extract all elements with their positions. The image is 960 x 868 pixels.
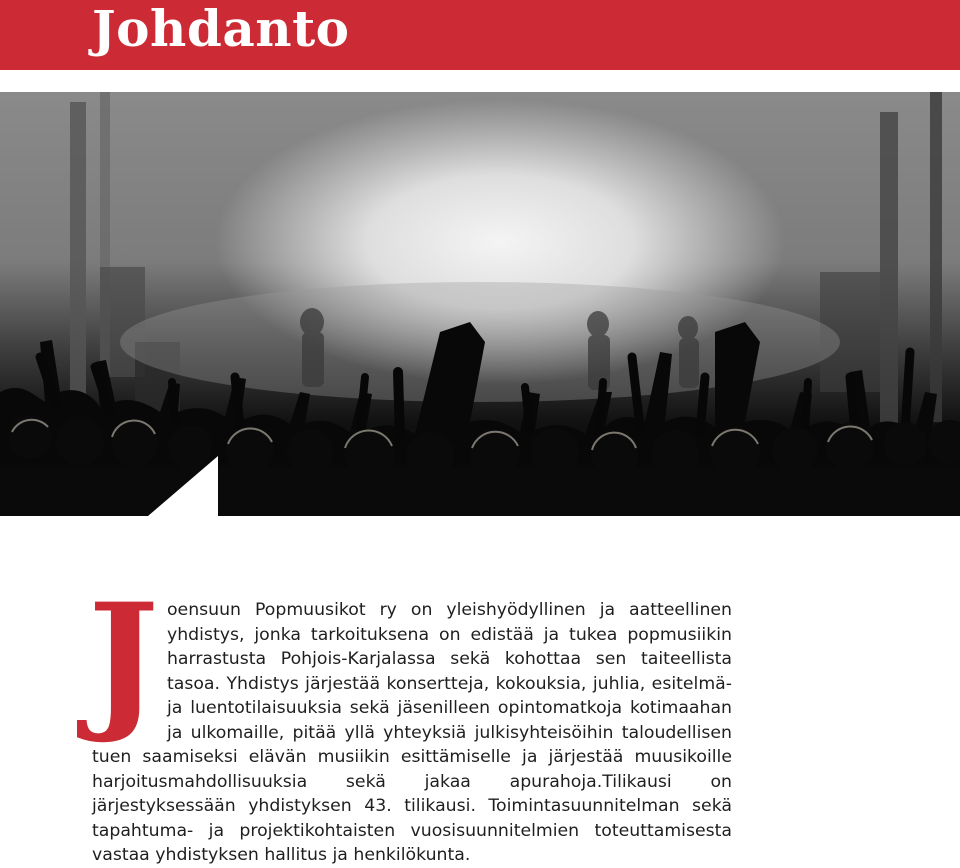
intro-body-text: oensuun Popmuusikot ry on yleishyödyllinen ja aatteellinen yhdistys, jonka tarkoituksena on edistää ja tukea popmusiikin harrastusta Pohjois-Karjalassa sekä kohottaa sen taiteellista tasoa. Yhdistys järjestää konsertteja, kokouksia, juhlia, esitelmä- ja luentotilaisuuksia sekä jäsenilleen opintomatkoja kotimaahan ja ulkomaille, pitää yllä yhteyksiä julkisyhteisöihin taloudellisen tuen saamiseksi elävän musiikin esittämiselle ja järjestää muusikoille harjoitusmahdollisuuksia sekä jakaa apurahoja.Tilikausi on järjestyksessään yhdistyksen 43. tilikausi. Toimintasuunnitelman sekä tapahtuma- ja projektikohtaisten vuosisuunnitelmien toteuttamisesta vastaa yhdistyksen hallitus ja henkilökunta. xyxy=(92,600,732,865)
concert-crowd-illustration xyxy=(0,92,960,516)
page-title: Johdanto xyxy=(92,0,350,58)
header-bar xyxy=(0,0,960,70)
concert-photo xyxy=(0,92,960,516)
dropcap-letter: J xyxy=(88,571,159,747)
intro-paragraph xyxy=(88,571,732,868)
